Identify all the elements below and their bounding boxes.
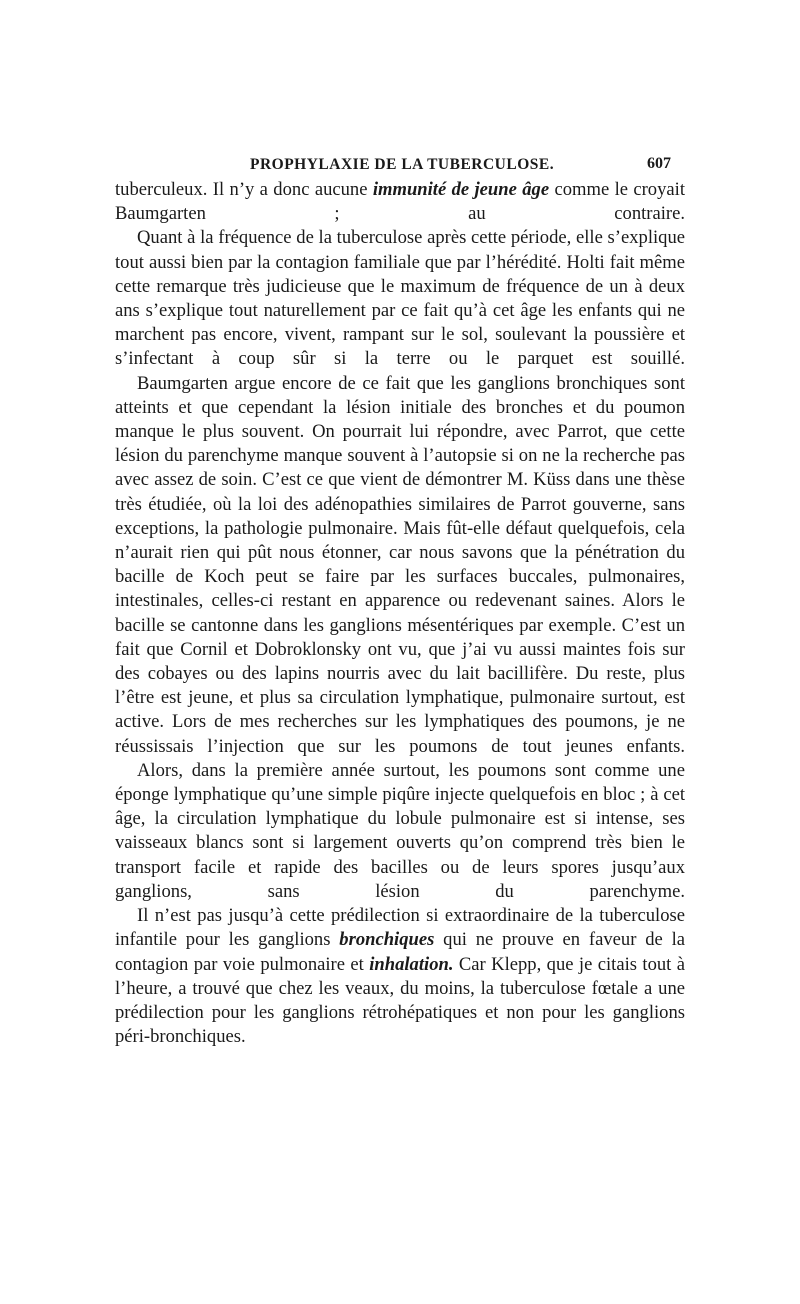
text-segment: Quant à la fréquence de la tuberculose après cette période, elle s’explique tout aussi bien par la contagion familiale que par l’hérédité. Holti fait même cette remarque très judicieuse que le maximum de fréquence de un à deux ans s’explique tout naturellement par ce fait qu’à cet âge les enfants qui ne marchent pas encore, vivent, rampant sur le sol, soulevant la poussière et s’infectant à coup sûr si la terre ou le parquet est souillé.	[115, 227, 685, 370]
paragraph-1	[115, 178, 685, 226]
paragraph-3	[115, 372, 685, 759]
emphasis-inhalation: inhalation.	[369, 953, 454, 975]
page-number: 607	[647, 155, 671, 172]
book-page	[115, 150, 685, 1049]
text-segment: comme le croyait Baumgarten ; au contraire.	[115, 179, 685, 225]
running-head	[115, 150, 685, 178]
paragraph-2	[115, 226, 685, 371]
running-title: PROPHYLAXIE DE LA TUBERCULOSE.	[250, 156, 555, 173]
emphasis-immunite: immunité de jeune âge	[372, 179, 550, 200]
text-segment: Car Klepp, que je citais tout à l’heure, a trouvé que chez les veaux, du moins, la tuberculose fœtale a une prédilection pour les ganglions rétrohépatiques et non pour les ganglions péri-bronchiques.	[115, 953, 685, 1048]
text-segment: qui ne prouve en faveur de la contagion par voie pulmonaire et	[115, 929, 686, 975]
body-text	[115, 178, 685, 1049]
text-segment: Alors, dans la première année surtout, les poumons sont comme une éponge lymphatique qu’une simple piqûre injecte quelquefois en bloc ; à cet âge, la circulation lymphatique du lobule pulmonaire est si intense, ses vaisseaux blancs sont si largement ouverts qu’on comprend très bien le transport facile et rapide des bacilles ou de leurs spores jusqu’aux ganglions, sans lésion du parenchyme.	[115, 759, 685, 902]
text-segment: Il n’est pas jusqu’à cette prédilection si extraordinaire de la tuberculose infantile pour les ganglions	[115, 905, 685, 951]
paragraph-4	[115, 759, 685, 904]
emphasis-bronchiques: bronchiques	[339, 929, 435, 951]
text-segment: tuberculeux. Il n’y a donc aucune	[115, 179, 373, 200]
paragraph-5	[115, 904, 685, 1049]
text-segment: Baumgarten argue encore de ce fait que les ganglions bronchiques sont atteints et que cependant la lésion initiale des bronches et du poumon manque le plus souvent. On pourrait lui répondre, avec Parrot, que cette lésion du parenchyme manque souvent à l’autopsie si on ne la recherche pas avec assez de soin. C’est ce que vient de démontrer M. Küss dans une thèse très étudiée, où la loi des adénopathies similaires de Parrot gouverne, sans exceptions, la pathologie pulmonaire. Mais fût-elle défaut quelquefois, cela n’aurait rien qui pût nous étonner, car nous savons que la pénétration du bacille de Koch peut se faire par les surfaces buccales, pulmonaires, intestinales, celles-ci restant en apparence ou redevenant saines. Alors le bacille se cantonne dans les ganglions mésentériques par exemple. C’est un fait que Cornil et Dobroklonsky ont vu, que j’ai vu aussi maintes fois sur des cobayes ou des lapins nourris avec du lait bacillifère. Du reste, plus l’être est jeune, et plus sa circulation lymphatique, pulmonaire surtout, est active. Lors de mes recherches sur les lymphatiques des poumons, je ne réussissais l’injection que sur les poumons de tout jeunes enfants.	[115, 372, 685, 757]
